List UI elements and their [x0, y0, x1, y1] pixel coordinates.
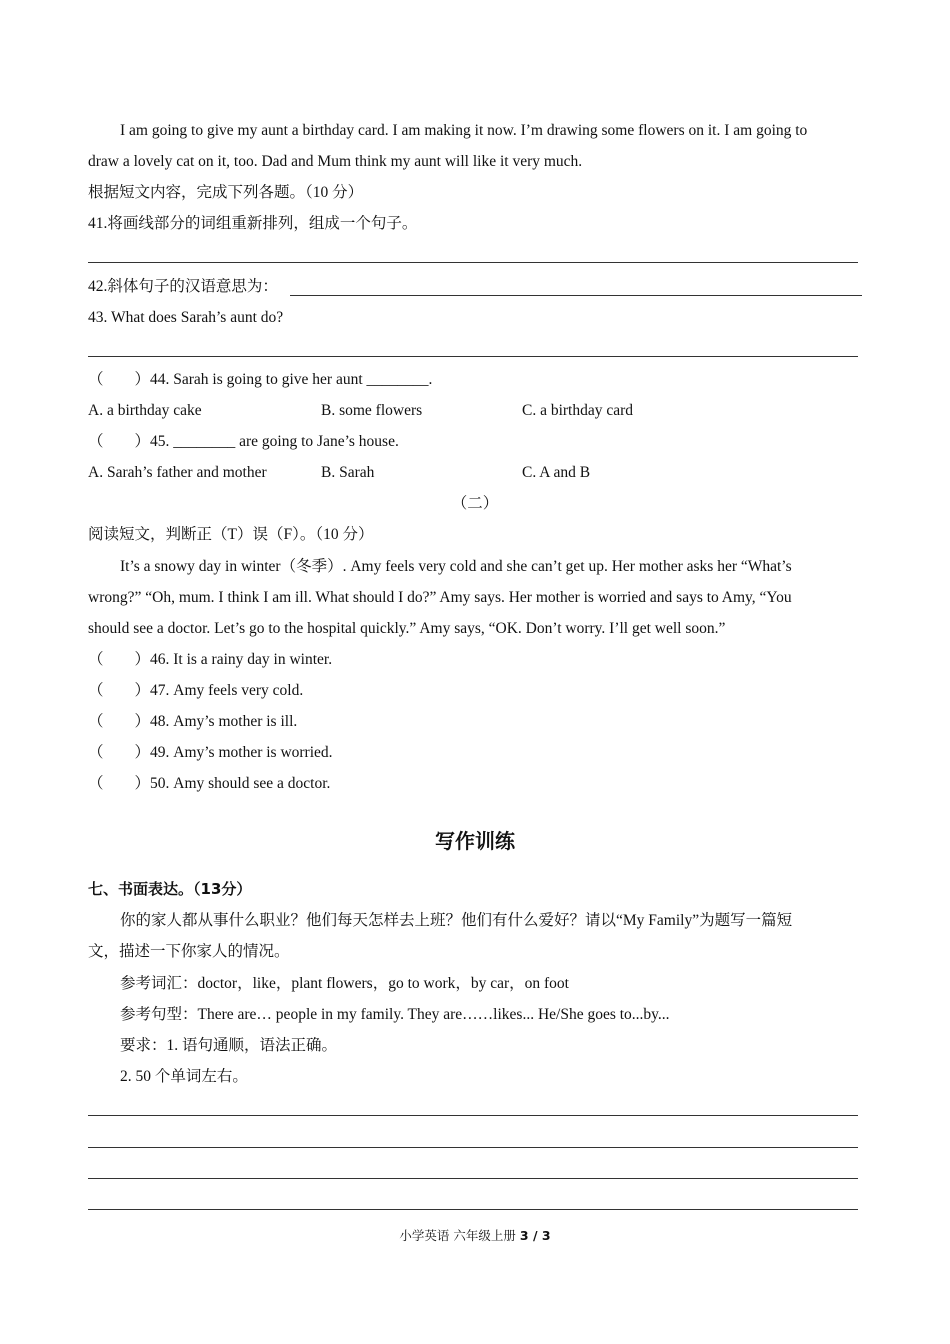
writing-heading: 写作训练 [435, 829, 515, 853]
question-50: （ ）50. Amy should see a doctor. [88, 775, 331, 792]
question-49: （ ）49. Amy’s mother is worried. [88, 744, 333, 761]
writing-line-3[interactable] [88, 1178, 858, 1179]
question-45: （ ）45. ________ are going to Jane’s house. [88, 433, 399, 450]
passage2-line1: It’s a snowy day in winter（冬季）. Amy feels very cold and she can’t get up. Her mother asks her “What’s [120, 558, 792, 575]
page-footer [0, 1226, 950, 1244]
q44-option-c: C. a birthday card [522, 402, 634, 419]
question-47: （ ）47. Amy feels very cold. [88, 682, 304, 699]
writing-title: 七、书面表达。（13分） [88, 880, 252, 898]
q44-option-b: B. some flowers [321, 402, 423, 419]
writing-line-4[interactable] [88, 1209, 858, 1210]
passage2-line2: wrong?” “Oh, mum. I think I am ill. What should I do?” Amy says. Her mother is worried and says to Amy, “You [88, 589, 792, 606]
q44-option-a: A. a birthday cake [88, 402, 202, 419]
question-42: 42.斜体句子的汉语意思为： [88, 278, 278, 295]
writing-prompt-line1: 你的家人都从事什么职业？他们每天怎样去上班？他们有什么爱好？请以“My Family”为题写一篇短 [120, 912, 793, 929]
requirement-2: 2. 50 个单词左右。 [120, 1068, 248, 1085]
question-46: （ ）46. It is a rainy day in winter. [88, 651, 333, 668]
writing-line-1[interactable] [88, 1115, 858, 1116]
question-41: 41.将画线部分的词组重新排列，组成一个句子。 [88, 215, 418, 232]
q45-option-b: B. Sarah [321, 464, 375, 481]
passage1-instruction: 根据短文内容，完成下列各题。（10 分） [88, 184, 364, 201]
reference-vocab: 参考词汇：doctor，like，plant flowers，go to work，by car，on foot [120, 975, 569, 992]
passage1-line1: I am going to give my aunt a birthday card. I am making it now. I’m drawing some flowers on it. I am going to [120, 122, 808, 139]
question-43: 43. What does Sarah’s aunt do? [88, 309, 284, 326]
page-number: 3 / 3 [519, 1228, 551, 1243]
answer-line-42[interactable] [290, 295, 862, 296]
answer-line-41[interactable] [88, 262, 858, 263]
question-44: （ ）44. Sarah is going to give her aunt ________. [88, 371, 433, 388]
requirement-1: 要求：1. 语句通顺，语法正确。 [120, 1037, 338, 1054]
section-2-title: （二） [451, 495, 499, 512]
q45-option-a: A. Sarah’s father and mother [88, 464, 267, 481]
footer-label: 小学英语 六年级上册 [399, 1228, 516, 1243]
passage1-line2: draw a lovely cat on it, too. Dad and Mum think my aunt will like it very much. [88, 153, 583, 170]
reference-sentences: 参考句型：There are… people in my family. They are……likes... He/She goes to...by... [120, 1006, 670, 1023]
passage2-line3: should see a doctor. Let’s go to the hospital quickly.” Amy says, “OK. Don’t worry. I’ll get well soon.” [88, 620, 726, 637]
q45-option-c: C. A and B [522, 464, 591, 481]
section-2-instruction: 阅读短文，判断正（T）误（F）。（10 分） [88, 526, 374, 543]
question-48: （ ）48. Amy’s mother is ill. [88, 713, 298, 730]
answer-line-43[interactable] [88, 356, 858, 357]
writing-line-2[interactable] [88, 1147, 858, 1148]
writing-prompt-line2: 文，描述一下你家人的情况。 [88, 943, 290, 960]
